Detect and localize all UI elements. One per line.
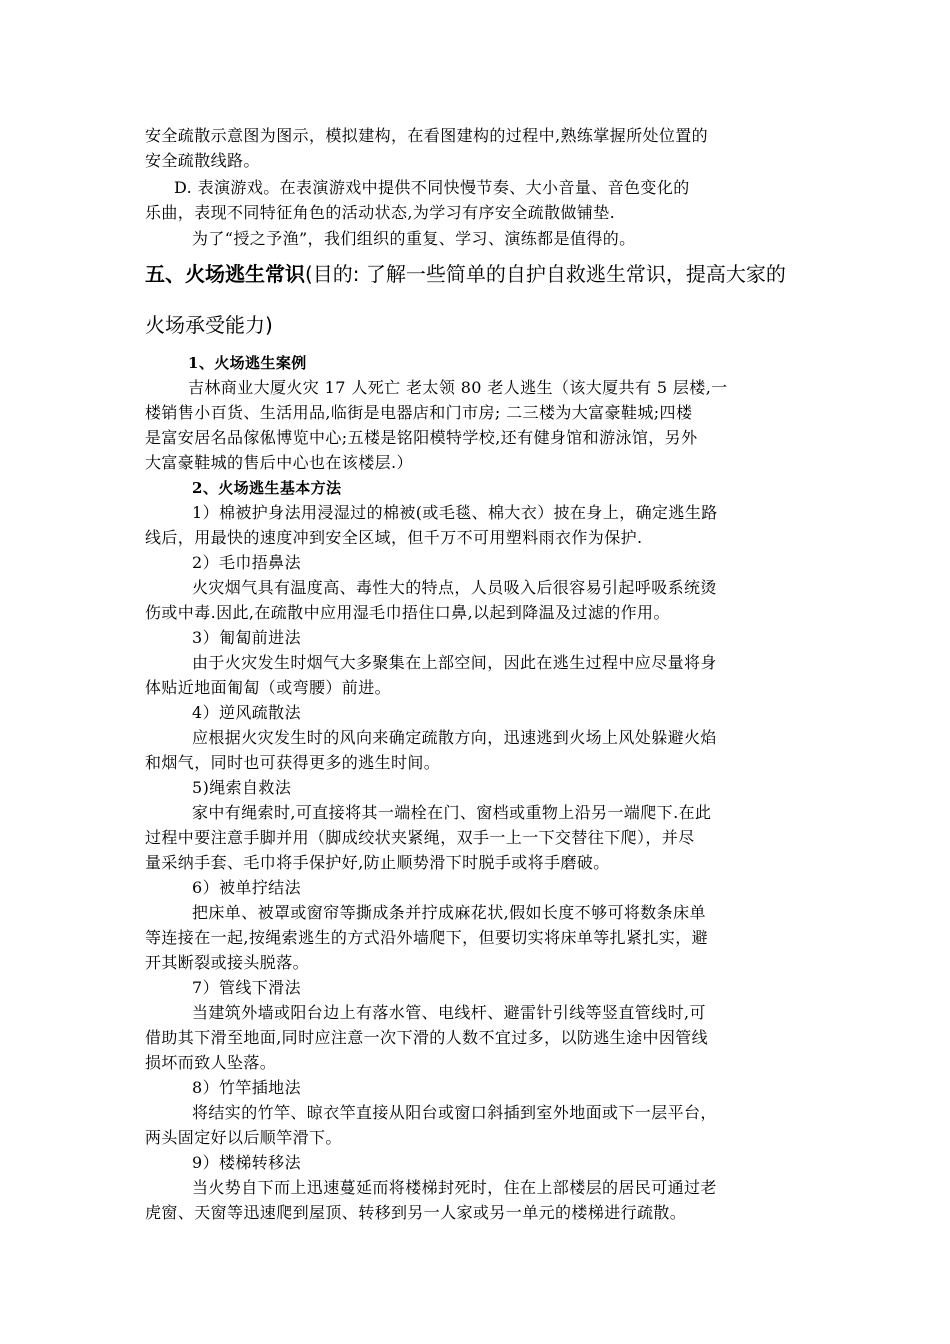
method-line: 量采纳手套、毛巾将手保护好,防止顺势滑下时脱手或将手磨破。 <box>145 853 610 872</box>
method-title: 9）楼梯转移法 <box>192 1153 301 1172</box>
method-line: 把床单、被罩或窗帘等撕成条并拧成麻花状,假如长度不够可将数条床单 <box>192 903 706 922</box>
method-line: 家中有绳索时,可直接将其一端栓在门、窗档或重物上沿另一端爬下.在此 <box>192 803 712 822</box>
method-title: 4）逆风疏散法 <box>192 703 301 722</box>
method-line: 将结实的竹竿、晾衣竿直接从阳台或窗口斜插到室外地面或下一层平台， <box>192 1103 717 1122</box>
section-heading <box>145 260 810 288</box>
paragraph-line: 乐曲，表现不同特征角色的活动状态,为学习有序安全疏散做铺垫. <box>145 203 616 222</box>
method-line: 伤或中毒.因此,在疏散中应用湿毛巾捂住口鼻,以起到降温及过滤的作用。 <box>145 603 670 622</box>
method-title: 5)绳索自救法 <box>192 778 292 797</box>
method-line: 开其断裂或接头脱落。 <box>145 953 310 972</box>
paragraph-line: 为了“授之予渔”，我们组织的重复、学习、演练都是值得的。 <box>192 229 636 248</box>
method-line: 当火势自下而上迅速蔓延而将楼梯封死时，住在上部楼层的居民可通过老 <box>192 1178 717 1197</box>
paragraph-line: 吉林商业大厦火灾 17 人死亡 老太领 80 老人逃生（该大厦共有 5 层楼,一 <box>188 378 728 397</box>
method-line: 损坏而致人坠落。 <box>145 1053 277 1072</box>
method-line: 等连接在一起,按绳索逃生的方式沿外墙爬下，但要切实将床单等扎紧扎实，避 <box>145 928 709 947</box>
method-line: 1）棉被护身法用浸湿过的棉被(或毛毯、棉大衣）披在身上，确定逃生路 <box>192 503 718 522</box>
method-line: 火灾烟气具有温度高、毒性大的特点，人员吸入后很容易引起呼吸系统烫 <box>192 578 717 597</box>
paragraph-line: 安全疏散示意图为图示，模拟建构，在看图建构的过程中,熟练掌握所处位置的 <box>145 126 709 145</box>
method-line: 应根据火灾发生时的风向来确定疏散方向，迅速逃到火场上风处躲避火焰 <box>192 728 717 747</box>
section-title: 五、火场逃生常识 <box>145 262 305 286</box>
method-line: 当建筑外墙或阳台边上有落水管、电线杆、避雷针引线等竖直管线时,可 <box>192 1003 706 1022</box>
subsection-heading: 1、火场逃生案例 <box>188 354 307 372</box>
method-title: 3）匍匐前进法 <box>192 628 301 647</box>
method-line: 和烟气，同时也可获得更多的逃生时间。 <box>145 753 441 772</box>
paragraph-line: 安全疏散线路。 <box>145 151 260 170</box>
method-line: 线后，用最快的速度冲到安全区域，但千万不可用塑料雨衣作为保护. <box>145 528 643 547</box>
method-line: 借助其下滑至地面,同时应注意一次下滑的人数不宜过多，以防逃生途中因管线 <box>145 1028 709 1047</box>
paragraph-line: D. 表演游戏。在表演游戏中提供不同快慢节奏、大小音量、音色变化的 <box>174 178 690 197</box>
paragraph-line: 楼销售小百货、生活用品,临街是电器店和门市房; 二三楼为大富豪鞋城;四楼 <box>145 403 693 422</box>
section-purpose-continued: 火场承受能力) <box>145 313 273 337</box>
method-title: 6）被单拧结法 <box>192 878 301 897</box>
method-title: 8）竹竿插地法 <box>192 1078 301 1097</box>
paragraph-line: 是富安居名品傢俬博览中心;五楼是铭阳模特学校,还有健身馆和游泳馆，另外 <box>145 428 698 447</box>
method-title: 7）管线下滑法 <box>192 978 301 997</box>
section-purpose: (目的: 了解一些简单的自护自救逃生常识，提高大家的 <box>305 262 786 286</box>
paragraph-line: 大富豪鞋城的售后中心也在该楼层.） <box>145 453 413 472</box>
method-line: 由于火灾发生时烟气大多聚集在上部空间，因此在逃生过程中应尽量将身 <box>192 653 717 672</box>
method-line: 两头固定好以后顺竿滑下。 <box>145 1128 342 1147</box>
subsection-heading: 2、火场逃生基本方法 <box>192 479 342 497</box>
method-line: 体贴近地面匍匐（或弯腰）前进。 <box>145 678 392 697</box>
method-line: 虎窗、天窗等迅速爬到屋顶、转移到另一人家或另一单元的楼梯进行疏散。 <box>145 1203 687 1222</box>
method-line: 过程中要注意手脚并用（脚成绞状夹紧绳，双手一上一下交替往下爬），并尽 <box>145 828 695 847</box>
method-title: 2）毛巾捂鼻法 <box>192 553 301 572</box>
